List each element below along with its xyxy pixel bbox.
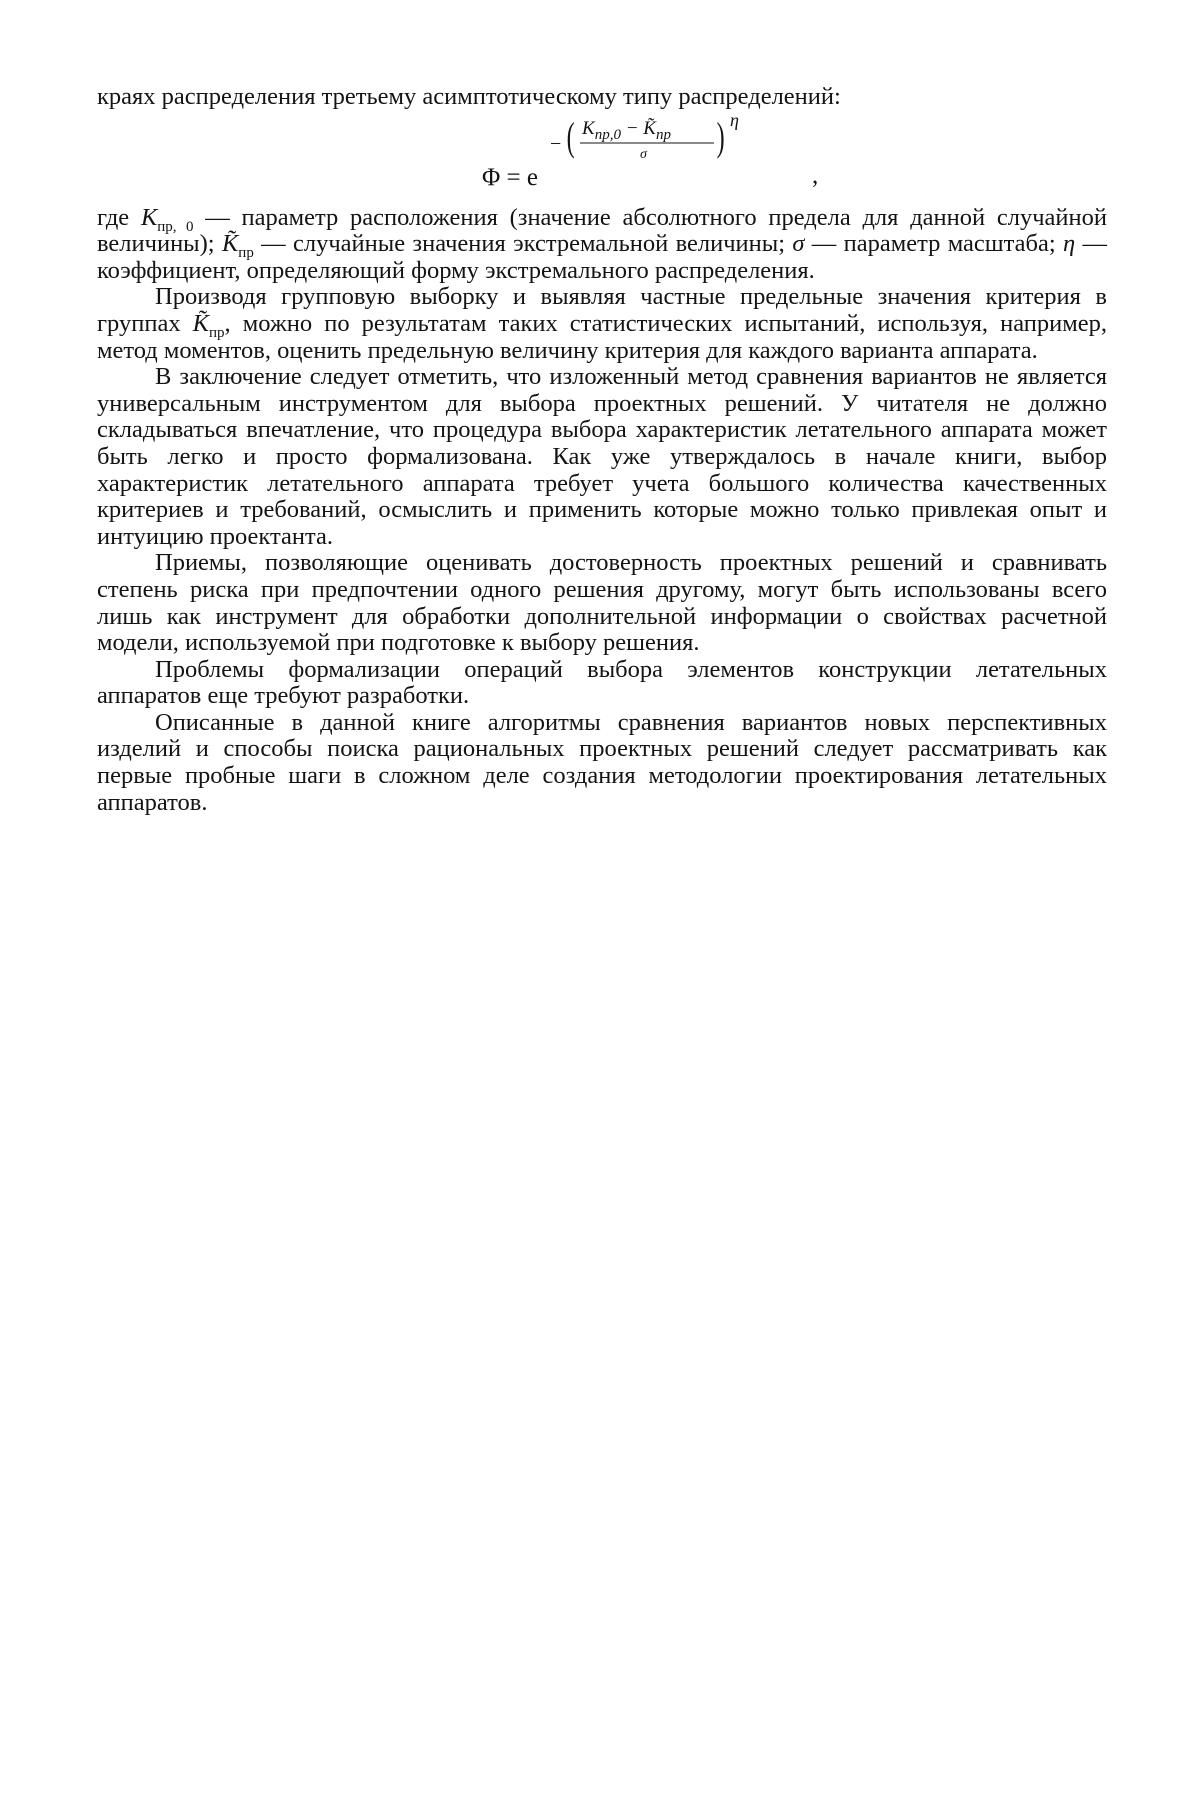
methods-paragraph: Приемы, позволяющие оценивать достоверность проектных решений и сравнивать степень риска при предпочтении одного решения другому, могут быть использованы всего лишь как инструмент для обработки дополнительной информации о свойствах расчетной модели, используемой при подготовке к выбору решения. [97,549,1107,657]
conclusion-paragraph: В заключение следует отметить, что изложенный метод сравнения вариантов не является универсальным инструментом для выбора проектных решений. У читателя не должно складываться впечатление, что процедура выбора характеристик летательного аппарата может быть легко и просто формализована. Как уже утверждалось в начале книги, выбор характеристик летательного аппарата требует учета большого количества качественных критериев и требований, осмыслить и применить которые можно только привлекая опыт и интуицию проектанта. [97,363,1107,550]
formula-numerator-k2: K̃ [643,117,656,139]
formula-numerator-sub2: пр [655,126,671,143]
formula-numerator-minus: − [620,117,644,139]
where-k0: K [140,203,158,231]
group-text-2: , можно по результатам таких статистических испытаний, используя, например, метод моментов, оценить предельную величину критерия для каждого варианта аппарата. [97,309,1108,364]
formula-minus: − [550,132,562,155]
formula-comma: , [812,161,819,189]
where-text-1: — параметр расположения (значение абсолютного предела для данной случайной величины); [97,203,1108,258]
group-k-sub: пр [209,324,225,341]
formula-eta: η [730,109,739,130]
problems-paragraph: Проблемы формализации операций выбора элементов конструкции летательных аппаратов еще требуют разработки. [97,655,1107,710]
text-body [97,84,1107,816]
formula-denominator: σ [640,146,647,162]
where-text-3: — параметр масштаба; [804,230,1064,258]
formula-base: Φ = e [482,163,538,191]
formula-paren-close: ) [716,113,725,159]
where-paragraph [97,205,1107,285]
where-text-2: — случайные значения экстремальной величины; [253,230,793,258]
formula-numerator-k: K [582,117,595,139]
formula-exponent [550,109,740,167]
where-lead: где [97,203,141,231]
where-eta: η [1063,230,1076,258]
where-sigma: σ [792,230,805,258]
where-k: K̃ [221,230,239,258]
described-paragraph: Описанные в данной книге алгоритмы сравнения вариантов новых перспективных изделий и способы поиска рациональных проектных решений следует рассматривать как первые пробные шаги в сложном деле создания методологии проектирования летательных аппаратов. [97,708,1107,816]
formula-fraction-bar [580,142,714,144]
formula-numerator-sub: пр,0 [594,126,621,143]
distribution-formula [97,109,1107,201]
formula-paren-open: ( [566,113,575,159]
formula-numerator [582,117,671,143]
group-k: K̃ [192,309,209,337]
group-text-1: Производя групповую выборку и выявляя частные предельные значения критерия в группах [97,283,1107,337]
intro-line: краях распределения третьему асимптотическому типу распределений: [97,83,841,110]
group-sampling-paragraph [97,284,1107,364]
where-k-sub: пр [238,245,254,262]
where-text-4: — коэффициент, определяющий форму экстремального распределения. [97,230,1108,284]
where-k0-sub: пр, 0 [157,218,194,235]
